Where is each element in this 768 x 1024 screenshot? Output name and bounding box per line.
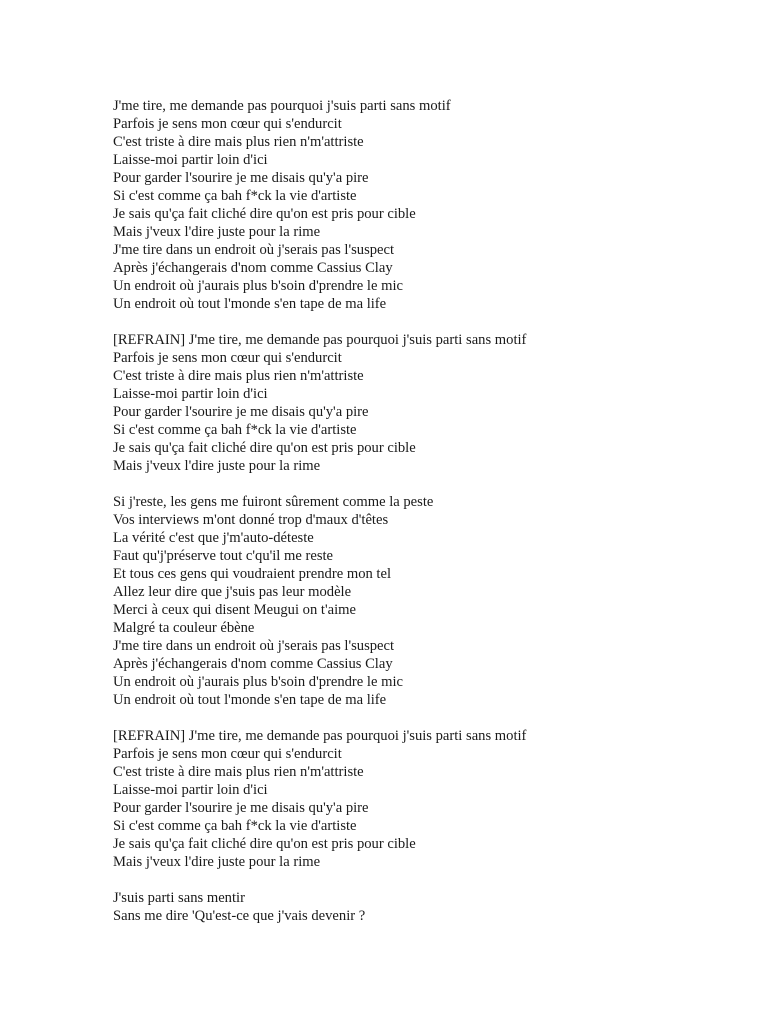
- lyric-line: Après j'échangerais d'nom comme Cassius Clay: [113, 260, 393, 276]
- lyric-line: Si c'est comme ça bah f*ck la vie d'artiste: [113, 188, 357, 204]
- lyric-line: C'est triste à dire mais plus rien n'm'attriste: [113, 764, 364, 780]
- stanza: [113, 493, 753, 709]
- lyric-line: C'est triste à dire mais plus rien n'm'attriste: [113, 134, 364, 150]
- lyric-line: J'me tire dans un endroit où j'serais pas l'suspect: [113, 638, 395, 654]
- lyric-line: Un endroit où j'aurais plus b'soin d'prendre le mic: [113, 674, 403, 690]
- lyric-line: Mais j'veux l'dire juste pour la rime: [113, 458, 321, 474]
- lyric-line: Je sais qu'ça fait cliché dire qu'on est pris pour cible: [113, 440, 416, 456]
- lyric-line: Un endroit où tout l'monde s'en tape de ma life: [113, 296, 387, 312]
- lyric-line: Pour garder l'sourire je me disais qu'y'a pire: [113, 170, 369, 186]
- lyric-line: La vérité c'est que j'm'auto-déteste: [113, 530, 314, 546]
- lyric-line: Sans me dire 'Qu'est-ce que j'vais devenir ?: [113, 908, 366, 924]
- lyric-line: Parfois je sens mon cœur qui s'endurcit: [113, 116, 342, 132]
- lyrics-body: [113, 97, 753, 943]
- lyric-line: Je sais qu'ça fait cliché dire qu'on est pris pour cible: [113, 836, 416, 852]
- lyric-line: Vos interviews m'ont donné trop d'maux d'têtes: [113, 512, 389, 528]
- stanza: [113, 97, 753, 313]
- lyric-line: Allez leur dire que j'suis pas leur modèle: [113, 584, 352, 600]
- lyric-line: Parfois je sens mon cœur qui s'endurcit: [113, 350, 342, 366]
- lyric-line: Si c'est comme ça bah f*ck la vie d'artiste: [113, 818, 357, 834]
- lyric-line: Mais j'veux l'dire juste pour la rime: [113, 224, 321, 240]
- lyric-line: Parfois je sens mon cœur qui s'endurcit: [113, 746, 342, 762]
- lyric-line: Laisse-moi partir loin d'ici: [113, 386, 268, 402]
- lyric-line: Un endroit où j'aurais plus b'soin d'prendre le mic: [113, 278, 403, 294]
- lyric-line: C'est triste à dire mais plus rien n'm'attriste: [113, 368, 364, 384]
- lyric-line: J'me tire dans un endroit où j'serais pas l'suspect: [113, 242, 395, 258]
- lyric-line: Malgré ta couleur ébène: [113, 620, 255, 636]
- lyric-line: Je sais qu'ça fait cliché dire qu'on est pris pour cible: [113, 206, 416, 222]
- stanza: [113, 889, 753, 925]
- lyric-line: [REFRAIN] J'me tire, me demande pas pourquoi j'suis parti sans motif: [113, 332, 527, 348]
- lyric-line: Et tous ces gens qui voudraient prendre mon tel: [113, 566, 392, 582]
- lyric-line: Merci à ceux qui disent Meugui on t'aime: [113, 602, 356, 618]
- lyric-line: Laisse-moi partir loin d'ici: [113, 152, 268, 168]
- lyric-line: J'suis parti sans mentir: [113, 890, 245, 906]
- lyric-line: Si j'reste, les gens me fuiront sûrement comme la peste: [113, 494, 434, 510]
- lyric-line: J'me tire, me demande pas pourquoi j'suis parti sans motif: [113, 98, 451, 114]
- lyric-line: Si c'est comme ça bah f*ck la vie d'artiste: [113, 422, 357, 438]
- lyric-line: Mais j'veux l'dire juste pour la rime: [113, 854, 321, 870]
- lyric-line: Faut qu'j'préserve tout c'qu'il me reste: [113, 548, 334, 564]
- lyric-line: Après j'échangerais d'nom comme Cassius Clay: [113, 656, 393, 672]
- stanza: [113, 727, 753, 871]
- lyric-line: Pour garder l'sourire je me disais qu'y'a pire: [113, 404, 369, 420]
- stanza: [113, 331, 753, 475]
- lyric-line: [REFRAIN] J'me tire, me demande pas pourquoi j'suis parti sans motif: [113, 728, 527, 744]
- lyric-line: Laisse-moi partir loin d'ici: [113, 782, 268, 798]
- lyric-line: Pour garder l'sourire je me disais qu'y'a pire: [113, 800, 369, 816]
- lyric-line: Un endroit où tout l'monde s'en tape de ma life: [113, 692, 387, 708]
